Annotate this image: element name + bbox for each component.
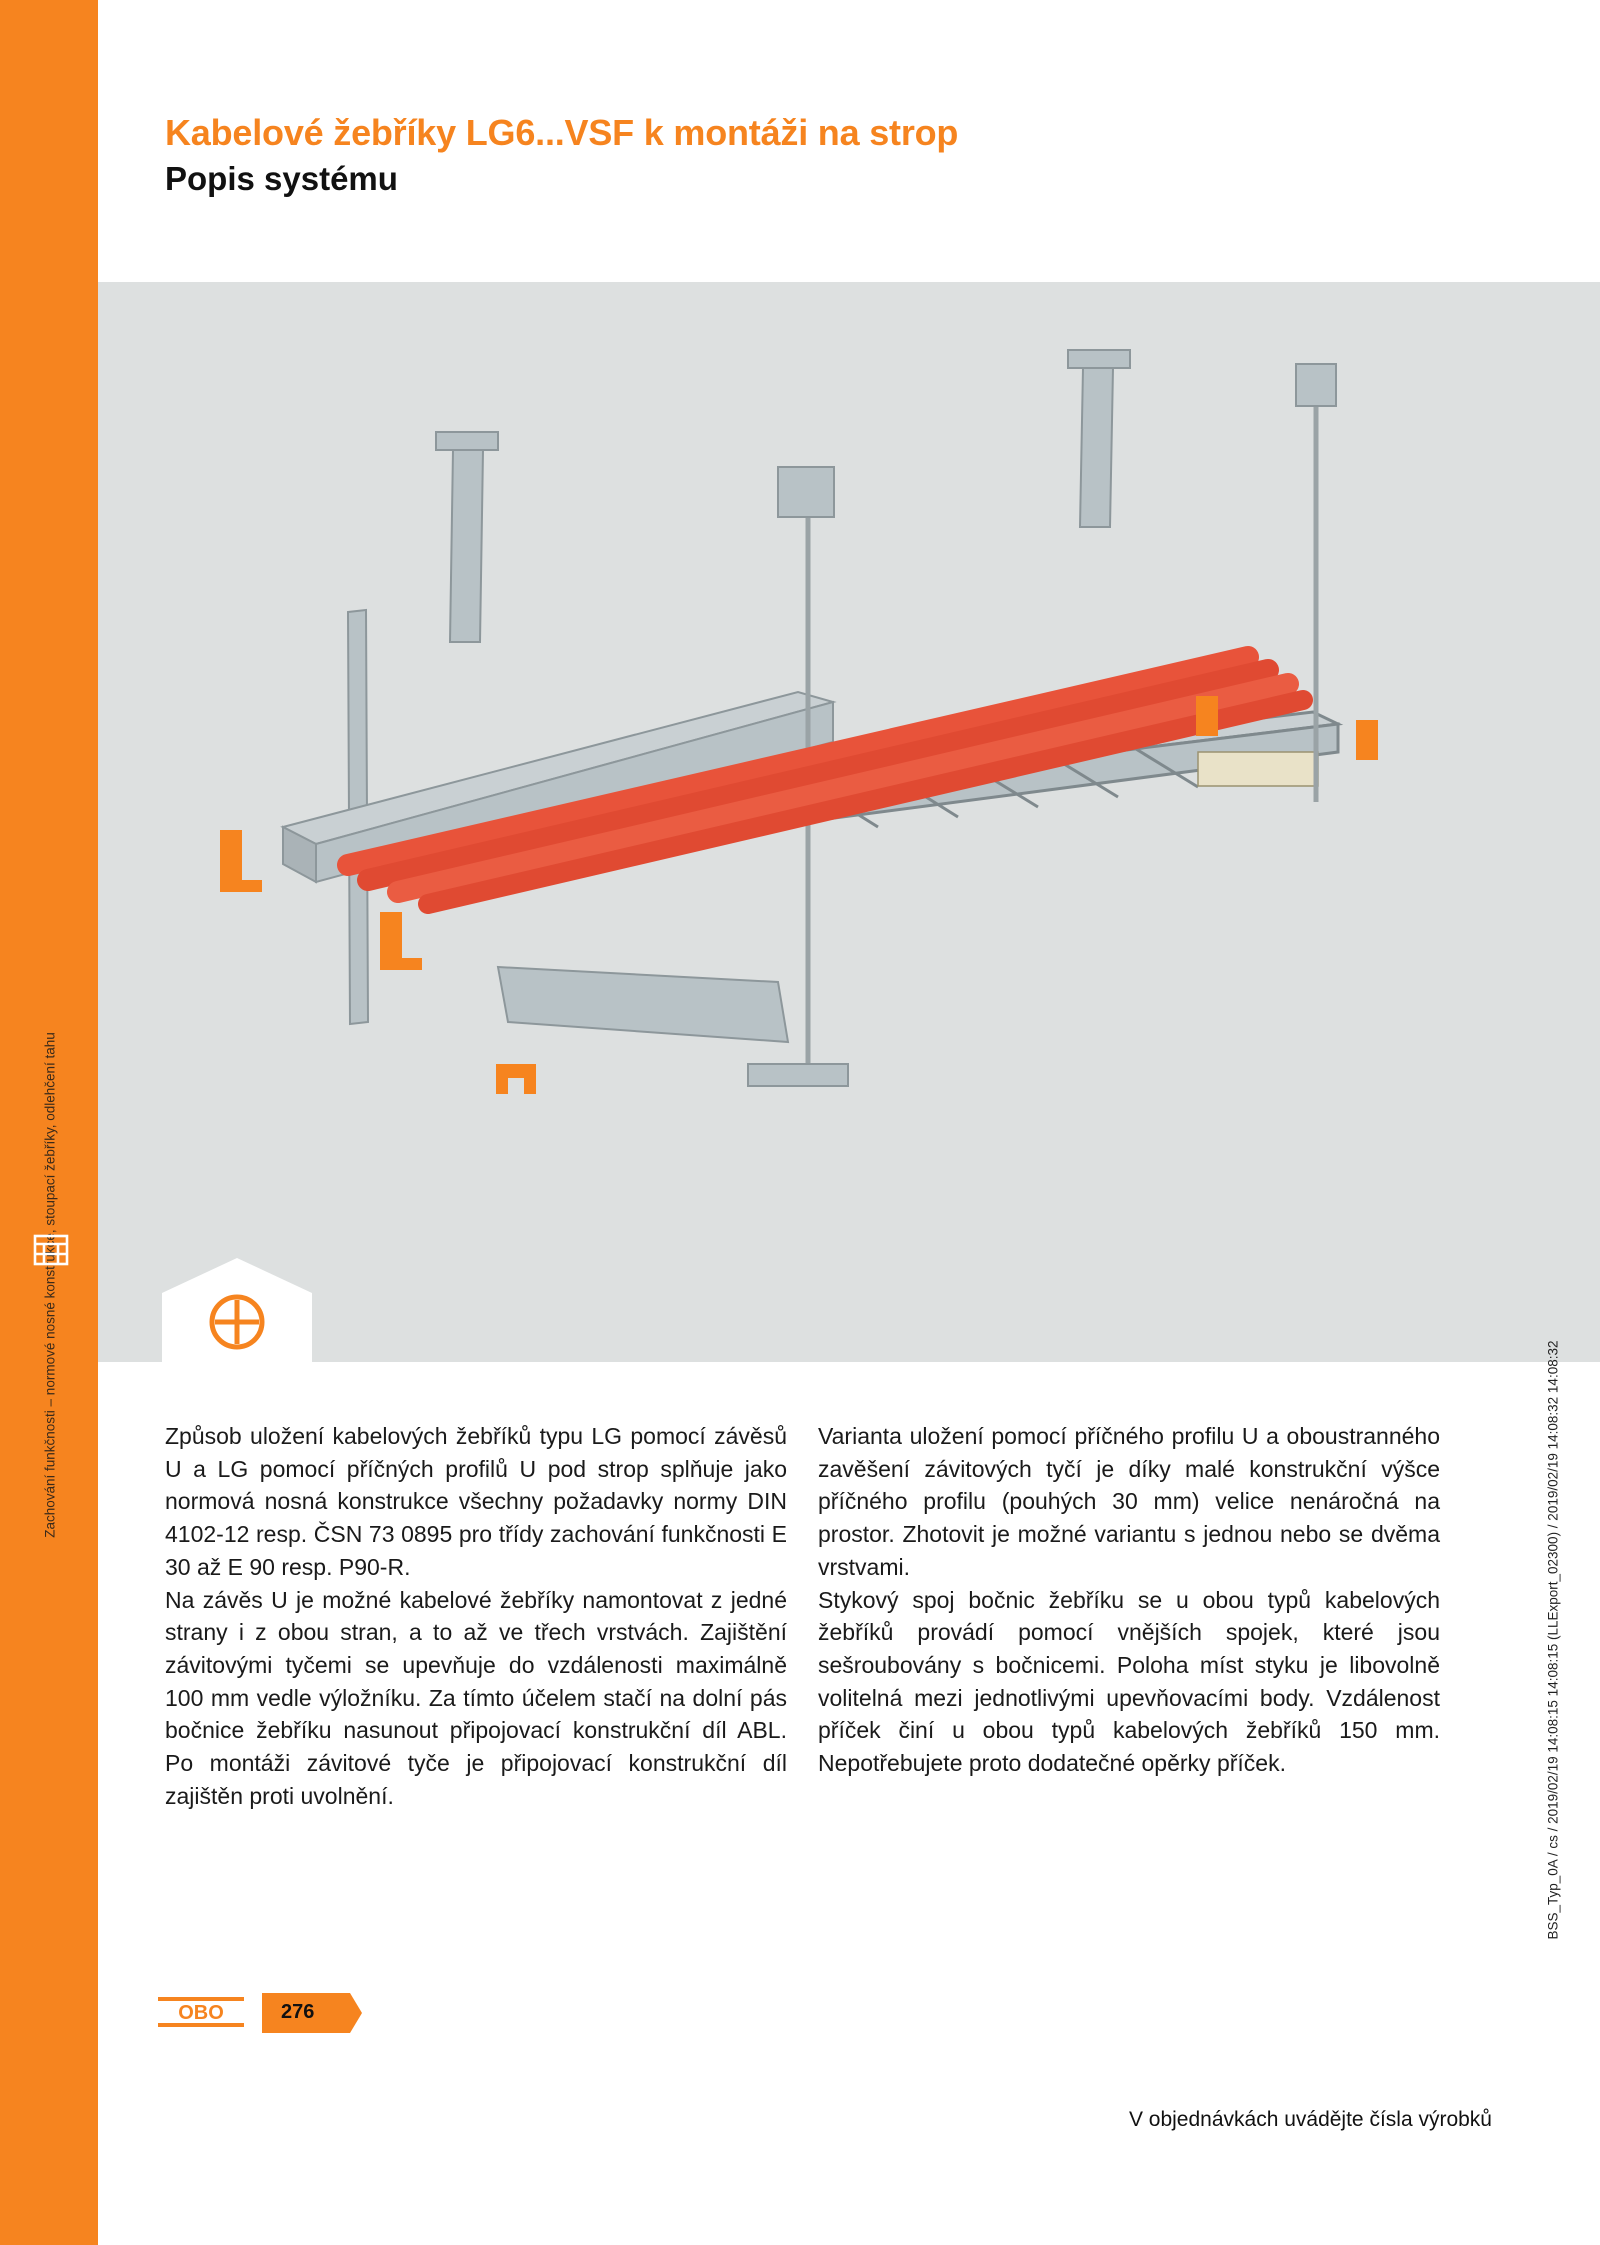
- side-label: Zachování funkčnosti – normové nosné konstrukce, stoupací žebříky, odlehčení tahu: [42, 1032, 58, 1538]
- footer-note: V objednávkách uvádějte čísla výrobků: [1128, 2108, 1492, 2131]
- product-illustration: [98, 282, 1600, 1362]
- info-badge: [162, 1258, 312, 1363]
- plus-circle-icon: [212, 1297, 262, 1347]
- paragraph: Varianta uložení pomocí příčného profilu U a oboustranného zavěšení závitových tyčí je díky malé konstrukční výšce příčného profilu (pouhých 30 mm) velice nenáročná na prostor. Zhotovit je možné variantu s jednou nebo se dvěma vrstvami.: [818, 1423, 1440, 1580]
- text-column-right: [818, 1420, 1440, 1780]
- paragraph: Stykový spoj bočnic žebříku se u obou typů kabelových žebříků provádí pomocí vnějších spojek, které jsou sešroubovány s bočnicemi. Poloha míst styku je libovolně volitelná mezi jednotlivými upevňovacími body. Vzdálenost příček činí u obou typů kabelových žebříků 150 mm. Nepotřebujete proto dodatečné opěrky příček.: [818, 1586, 1440, 1777]
- page-subtitle: Popis systému: [165, 160, 398, 197]
- cable-ladder-icon: [32, 1232, 70, 1268]
- page-number: 276: [281, 2001, 315, 2023]
- paragraph: Způsob uložení kabelových žebříků typu LG pomocí závěsů U a LG pomocí příčných profilů U pod strop splňuje jako normová nosná konstrukce všechny požadavky normy DIN 4102-12 resp. ČSN 73 0895 pro třídy zachování funkčnosti E 30 až E 90 resp. P90-R.: [165, 1423, 787, 1580]
- page-title: Kabelové žebříky LG6...VSF k montáži na strop: [165, 112, 959, 153]
- document-meta: BSS_Typ_0A / cs / 2019/02/19 14:08:15 14:08:15 (LLExport_02300) / 2019/02/19 14:08:32 14:08:32: [1545, 1340, 1561, 1940]
- svg-text:OBO: OBO: [178, 2002, 224, 2024]
- ceiling-bracket-right: [1068, 350, 1130, 527]
- paragraph: Na závěs U je možné kabelové žebříky namontovat z jedné strany i z obou stran, a to až ve třech vrstvách. Zajištění závitovými tyčemi se upevňuje do vzdálenosti maximálně 100 mm vedle výložníku. Za tímto účelem stačí na dolní pás bočnice žebříku nasunout připojovací konstrukční díl ABL. Po montáži závitové tyče je připojovací konstrukční díl zajištěn proti uvolnění.: [165, 1586, 787, 1809]
- ceiling-bracket-left: [436, 432, 498, 642]
- obo-logo: [158, 1997, 244, 2027]
- text-column-left: [165, 1420, 787, 1812]
